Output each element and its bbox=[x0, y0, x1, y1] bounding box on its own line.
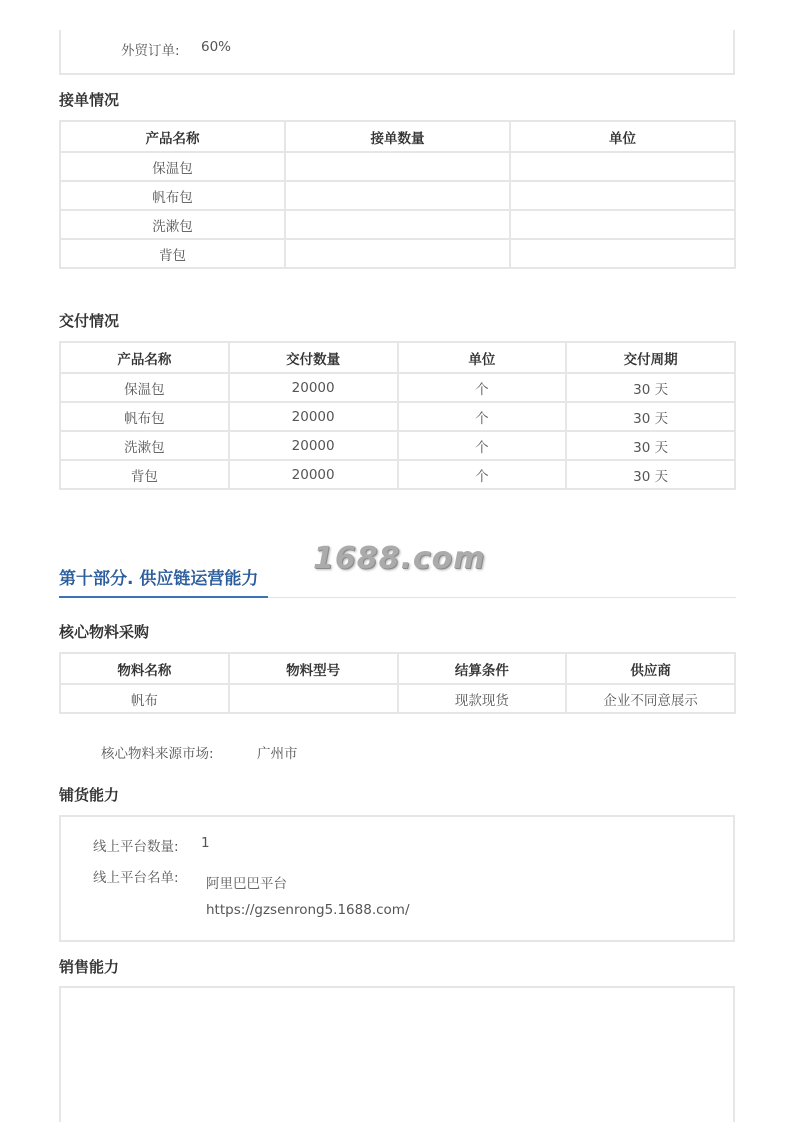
col-header-settlement: 结算条件 bbox=[398, 653, 567, 684]
col-header-delivery-cycle: 交付周期 bbox=[566, 342, 735, 373]
delivery-table bbox=[59, 341, 736, 490]
table-header-row bbox=[60, 121, 735, 152]
cell-quantity: 20000 bbox=[229, 373, 398, 402]
platform-list-label: 线上平台名单: bbox=[93, 870, 179, 886]
platform-count-label: 线上平台数量: bbox=[93, 839, 179, 855]
part-title-divider bbox=[268, 597, 736, 598]
cell-quantity bbox=[285, 210, 510, 239]
col-header-quantity: 接单数量 bbox=[285, 121, 510, 152]
orders-table bbox=[59, 120, 736, 269]
cell-product: 背包 bbox=[60, 239, 285, 268]
cell-material-name: 帆布 bbox=[60, 684, 229, 713]
cell-product: 洗漱包 bbox=[60, 431, 229, 460]
col-header-delivered-quantity: 交付数量 bbox=[229, 342, 398, 373]
materials-section-title: 核心物料采购 bbox=[59, 623, 150, 641]
part-ten-title: 第十部分. 供应链运营能力 bbox=[59, 569, 259, 589]
cell-unit: 个 bbox=[398, 460, 567, 489]
col-header-material-name: 物料名称 bbox=[60, 653, 229, 684]
cell-product: 帆布包 bbox=[60, 181, 285, 210]
distribution-box bbox=[59, 815, 735, 942]
cell-cycle: 30 天 bbox=[566, 373, 735, 402]
cell-unit bbox=[510, 210, 735, 239]
cell-cycle: 30 天 bbox=[566, 402, 735, 431]
part-title-underline bbox=[59, 596, 268, 598]
cell-product: 背包 bbox=[60, 460, 229, 489]
cell-product: 洗漱包 bbox=[60, 210, 285, 239]
cell-quantity bbox=[285, 152, 510, 181]
platform-count-value: 1 bbox=[201, 835, 210, 851]
sales-section-title: 销售能力 bbox=[59, 958, 120, 976]
sales-box bbox=[59, 986, 735, 1122]
table-row bbox=[60, 402, 735, 431]
cell-unit: 个 bbox=[398, 402, 567, 431]
cell-unit bbox=[510, 239, 735, 268]
trade-order-label: 外贸订单: bbox=[121, 43, 180, 59]
material-source-label: 核心物料来源市场: bbox=[101, 746, 214, 762]
delivery-section-title: 交付情况 bbox=[59, 312, 120, 330]
platform-name: 阿里巴巴平台 bbox=[206, 876, 287, 892]
col-header-supplier: 供应商 bbox=[566, 653, 735, 684]
col-header-unit: 单位 bbox=[398, 342, 567, 373]
col-header-material-model: 物料型号 bbox=[229, 653, 398, 684]
table-row bbox=[60, 460, 735, 489]
col-header-product: 产品名称 bbox=[60, 121, 285, 152]
col-header-product: 产品名称 bbox=[60, 342, 229, 373]
cell-cycle: 30 天 bbox=[566, 431, 735, 460]
materials-table bbox=[59, 652, 736, 714]
platform-url-link[interactable]: https://gzsenrong5.1688.com/ bbox=[206, 902, 410, 918]
cell-unit: 个 bbox=[398, 373, 567, 402]
table-row bbox=[60, 239, 735, 268]
watermark-1688-logo: 1688.com bbox=[313, 541, 486, 576]
cell-quantity: 20000 bbox=[229, 402, 398, 431]
cell-product: 保温包 bbox=[60, 373, 229, 402]
table-header-row bbox=[60, 342, 735, 373]
cell-product: 保温包 bbox=[60, 152, 285, 181]
distribution-section-title: 铺货能力 bbox=[59, 786, 120, 804]
col-header-unit: 单位 bbox=[510, 121, 735, 152]
cell-product: 帆布包 bbox=[60, 402, 229, 431]
trade-info-box bbox=[59, 30, 735, 75]
cell-unit bbox=[510, 152, 735, 181]
cell-settlement: 现款现货 bbox=[398, 684, 567, 713]
material-source-value: 广州市 bbox=[257, 746, 298, 762]
orders-section-title: 接单情况 bbox=[59, 91, 120, 109]
cell-material-model bbox=[229, 684, 398, 713]
cell-cycle: 30 天 bbox=[566, 460, 735, 489]
cell-quantity bbox=[285, 181, 510, 210]
table-row bbox=[60, 152, 735, 181]
trade-order-value: 60% bbox=[201, 39, 232, 55]
cell-unit bbox=[510, 181, 735, 210]
table-header-row bbox=[60, 653, 735, 684]
cell-unit: 个 bbox=[398, 431, 567, 460]
table-row bbox=[60, 181, 735, 210]
table-row bbox=[60, 373, 735, 402]
cell-quantity: 20000 bbox=[229, 460, 398, 489]
table-row bbox=[60, 431, 735, 460]
cell-quantity: 20000 bbox=[229, 431, 398, 460]
cell-supplier: 企业不同意展示 bbox=[566, 684, 735, 713]
table-row bbox=[60, 684, 735, 713]
cell-quantity bbox=[285, 239, 510, 268]
table-row bbox=[60, 210, 735, 239]
